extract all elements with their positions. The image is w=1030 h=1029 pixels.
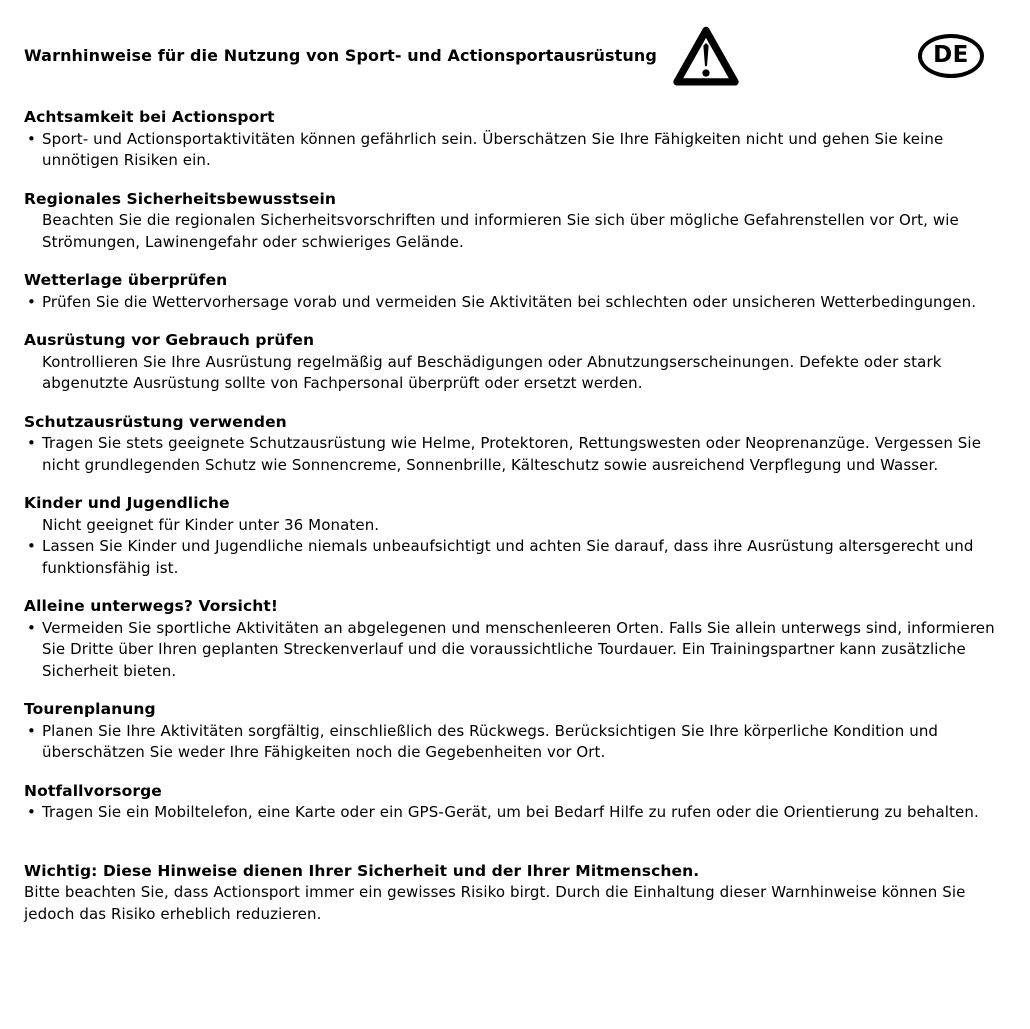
section-heading: Kinder und Jugendliche [24,494,230,512]
warning-section [24,270,1004,313]
warning-section [24,189,1004,254]
section-heading: Ausrüstung vor Gebrauch prüfen [24,331,315,349]
section-heading: Alleine unterwegs? Vorsicht! [24,597,279,615]
bullet-item [24,721,1004,764]
bullet-marker: • [27,537,36,555]
warning-section [24,596,1004,682]
bullet-item [24,802,1004,824]
item-text: Prüfen Sie die Wettervorhersage vorab und vermeiden Sie Aktivitäten bei schlechten oder unsicheren Wetterbedingungen. [42,292,977,311]
bullet-item [24,292,1004,314]
bullet-item [24,433,1004,476]
warning-triangle-icon [673,25,739,88]
indented-item [24,210,1004,253]
bullet-marker: • [27,618,36,637]
warning-section [24,699,1004,764]
language-badge [918,34,984,78]
section-heading: Regionales Sicherheitsbewusstsein [24,189,337,208]
warning-section [24,781,1004,824]
section-heading: Tourenplanung [24,700,156,718]
item-text: Kontrollieren Sie Ihre Ausrüstung regelmäßig auf Beschädigungen oder Abnutzungserscheinungen. Defekte oder stark abgenutzte Ausrüstung sollte von Fachpersonal überprüft oder ersetzt werden. [42,352,942,392]
page-title: Warnhinweise für die Nutzung von Sport- und Actionsportausrüstung [24,46,657,65]
warning-section [24,412,1004,477]
footer-important-heading: Wichtig: Diese Hinweise dienen Ihrer Sicherheit und der Ihrer Mitmenschen. [24,861,700,880]
item-text: Vermeiden Sie sportliche Aktivitäten an abgelegenen und menschenleeren Orten. Falls Sie allein unterwegs sind, informieren Sie Dritte über Ihren geplanten Streckenverlauf und die voraussichtliche Tourdauer. Ein Trainingspartner kann zusätzliche Sicherheit bieten. [42,618,995,680]
indented-item [24,515,1004,537]
document-header [24,23,1004,89]
item-text: Lassen Sie Kinder und Jugendliche niemals unbeaufsichtigt und achten Sie darauf, dass ihre Ausrüstung altersgerecht und funktionsfähig ist. [42,537,974,577]
item-text: Planen Sie Ihre Aktivitäten sorgfältig, einschließlich des Rückwegs. Berücksichtigen Sie Ihre körperliche Kondition und überschätzen Sie weder Ihre Fähigkeiten noch die Gegebenheiten vor Ort. [42,721,939,761]
warning-section [24,330,1004,395]
bullet-marker: • [27,434,36,452]
section-heading: Wetterlage überprüfen [24,271,228,289]
indented-item [24,352,1004,395]
footer-text: Bitte beachten Sie, dass Actionsport immer ein gewisses Risiko birgt. Durch die Einhaltung dieser Warnhinweise können Sie jedoch das Risiko erheblich reduzieren. [24,883,966,923]
document-footer [24,861,1004,926]
bullet-item [24,618,1004,683]
item-text: Nicht geeignet für Kinder unter 36 Monaten. [42,515,380,534]
section-heading: Notfallvorsorge [24,781,162,800]
bullet-marker: • [27,129,36,148]
bullet-marker: • [27,292,36,311]
item-text: Tragen Sie stets geeignete Schutzausrüstung wie Helme, Protektoren, Rettungswesten oder Neoprenanzüge. Vergessen Sie nicht grundlegenden Schutz wie Sonnencreme, Sonnenbrille, Kälteschutz sowie ausreichend Verpflegung und Wasser. [42,434,982,474]
section-heading: Schutzausrüstung verwenden [24,412,287,431]
item-text: Beachten Sie die regionalen Sicherheitsvorschriften und informieren Sie sich über mögliche Gefahrenstellen vor Ort, wie Strömungen, Lawinengefahr oder schwieriges Gelände. [42,211,959,251]
warning-section [24,493,1004,579]
warning-sections [24,107,1004,824]
bullet-marker: • [27,803,36,821]
item-text: Tragen Sie ein Mobiltelefon, eine Karte oder ein GPS-Gerät, um bei Bedarf Hilfe zu rufen oder die Orientierung zu behalten. [42,803,979,821]
item-text: Sport- und Actionsportaktivitäten können gefährlich sein. Überschätzen Sie Ihre Fähigkeiten nicht und gehen Sie keine unnötigen Risiken ein. [42,129,944,169]
bullet-marker: • [27,721,36,740]
warning-section [24,107,1004,172]
bullet-item [24,536,1004,579]
language-badge-label: DE [933,42,969,68]
bullet-item [24,129,1004,172]
section-heading: Achtsamkeit bei Actionsport [24,108,275,126]
